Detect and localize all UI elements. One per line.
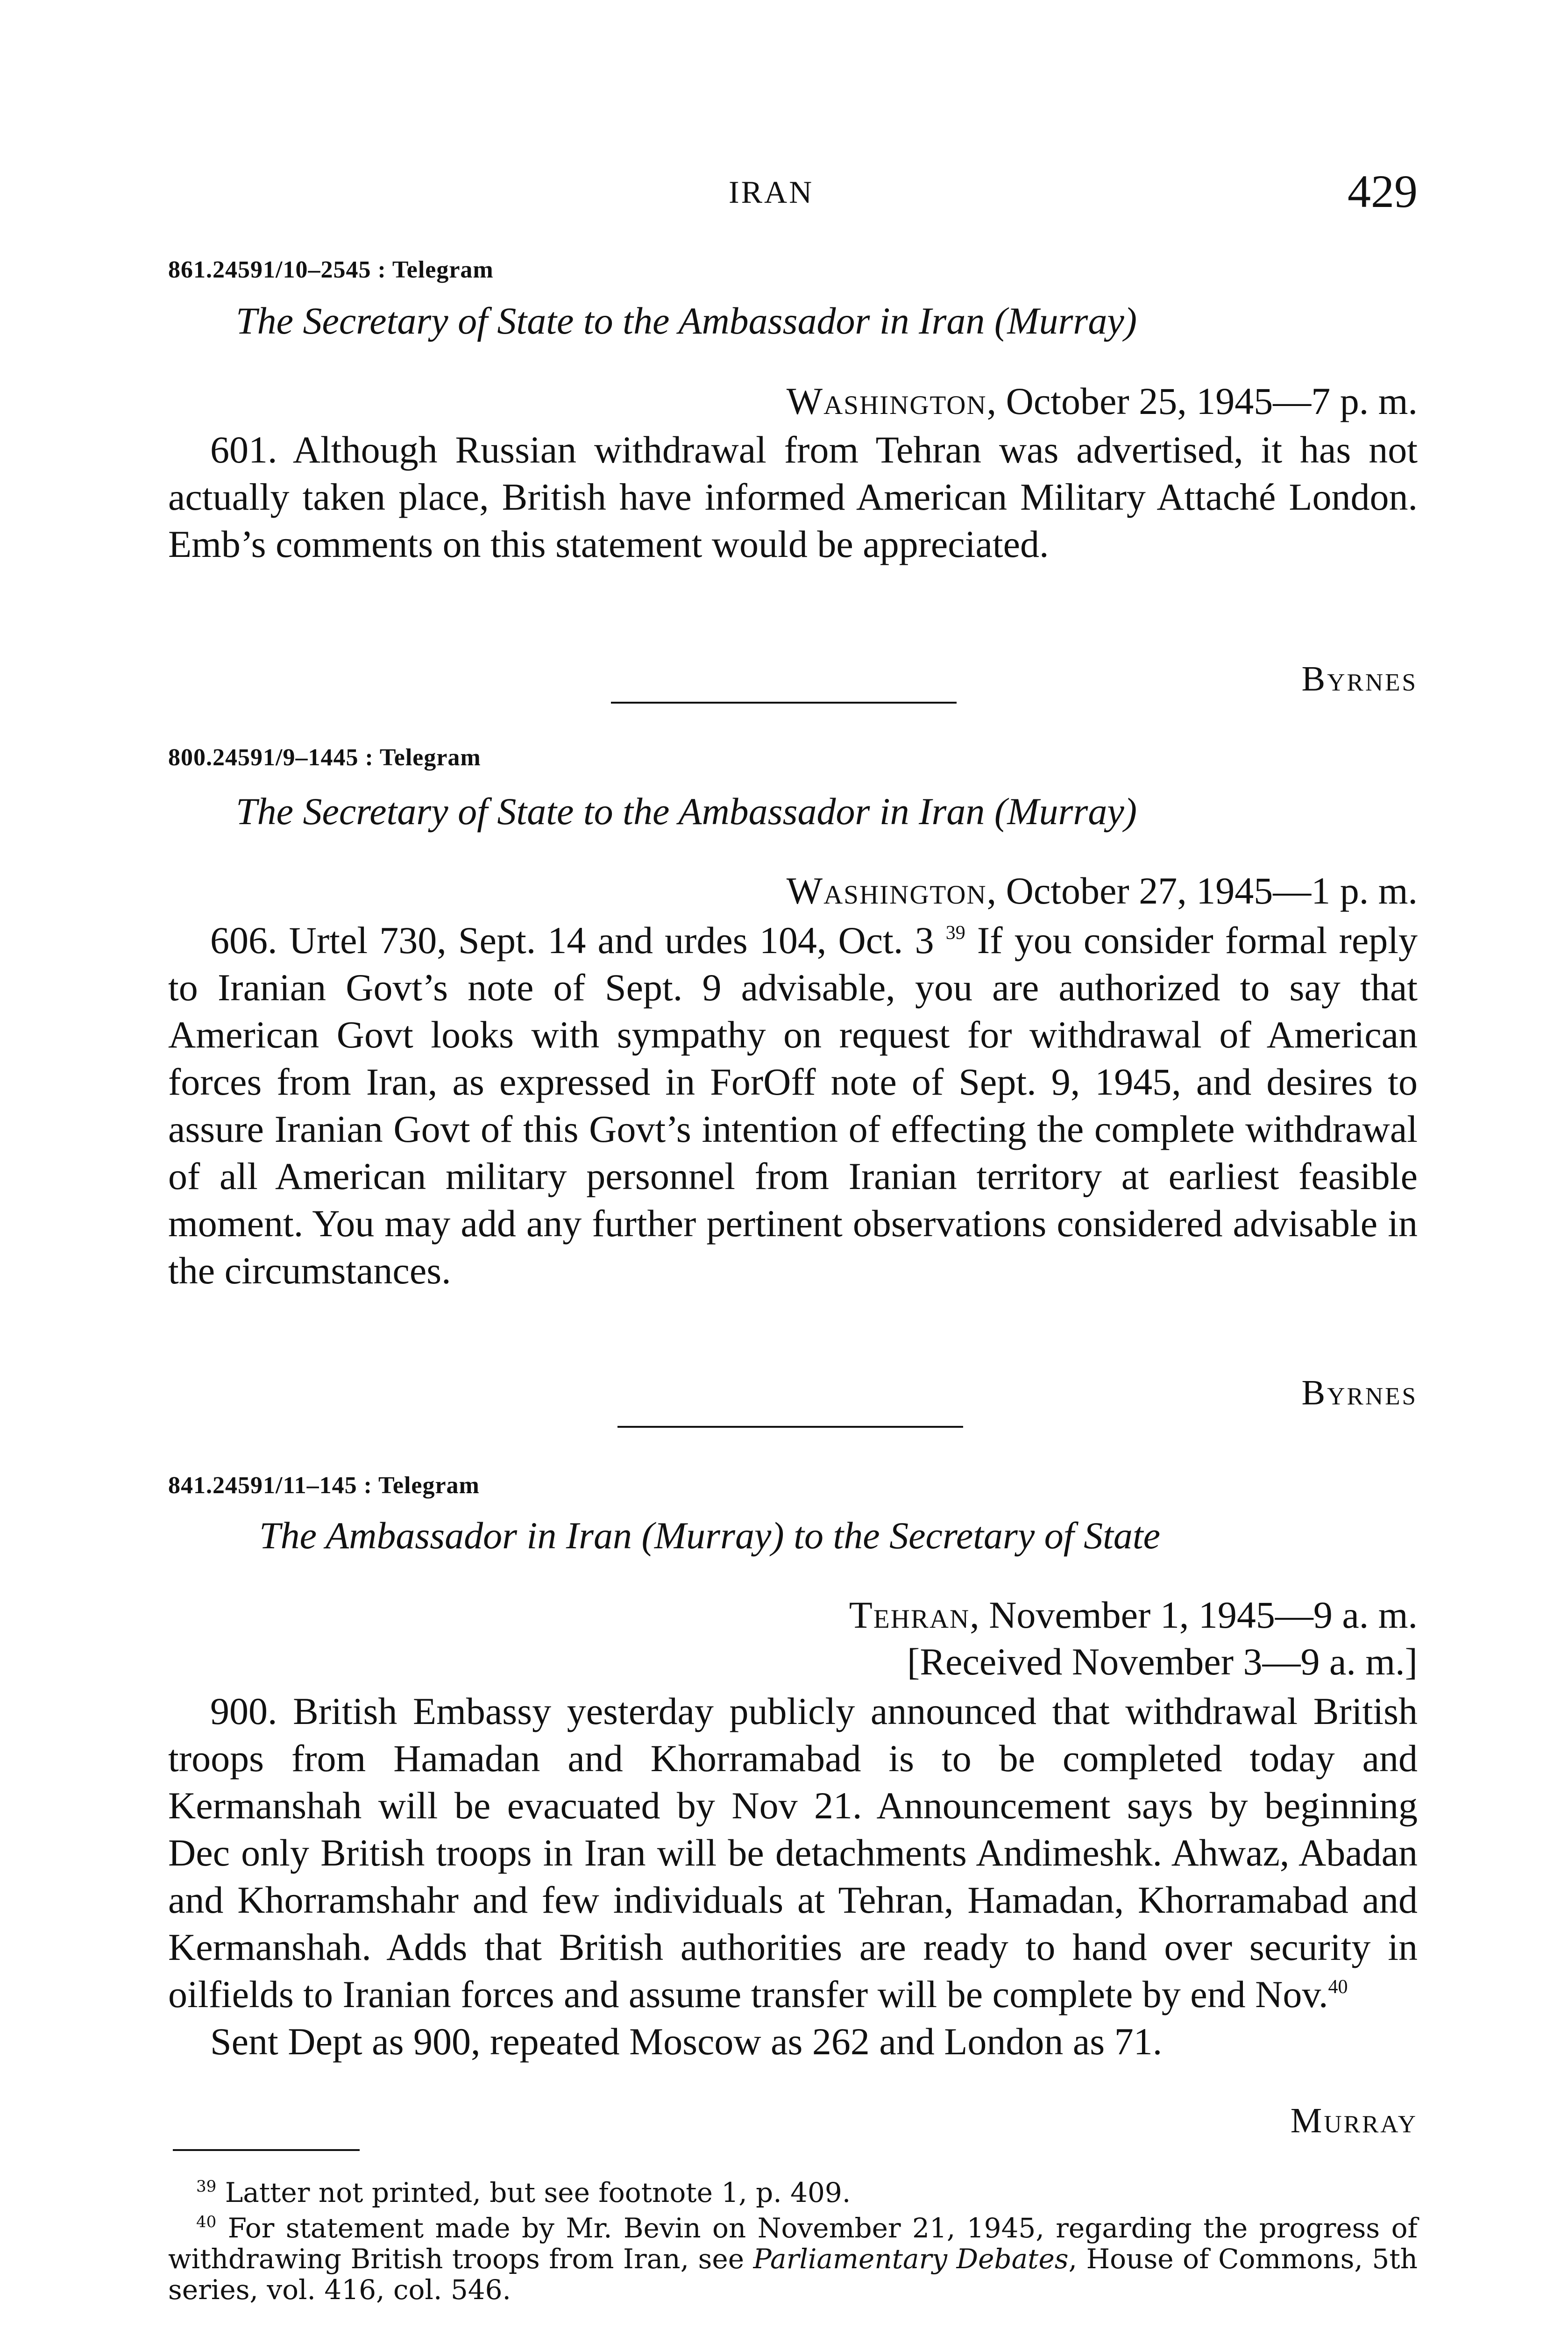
document-id: 841.24591/11–145 : Telegram (168, 1472, 480, 1499)
dateline-place: Washington (786, 380, 987, 422)
received-line: [Received November 3—9 a. m.] (907, 1640, 1418, 1683)
signature: Murray (1290, 2101, 1418, 2140)
document-body (168, 917, 1418, 1294)
running-head: IRAN (729, 174, 814, 210)
dateline-date: , October 27, 1945—1 p. m. (986, 869, 1418, 912)
dateline-place: Washington (786, 869, 987, 912)
body-paragraph: Sent Dept as 900, repeated Moscow as 262 and London as 71. (210, 2020, 1163, 2063)
footnote-publication-title: Parliamentary Debates (753, 2243, 1069, 2275)
document-title: The Secretary of State to the Ambassador in Iran (Murray) (236, 790, 1137, 833)
footnote-text: For statement made by Mr. Bevin on November 21, 1945, regarding the progress of withdrawing British troops from Iran, see (168, 2212, 1418, 2275)
document-id: 800.24591/9–1445 : Telegram (168, 744, 481, 771)
footnote-ref[interactable]: 39 (945, 922, 965, 944)
body-text: 606. Urtel 730, Sept. 14 and urdes 104, Oct. 3 (210, 919, 934, 961)
footnote (168, 2177, 1418, 2208)
document-id: 861.24591/10–2545 : Telegram (168, 256, 494, 283)
page-number: 429 (1348, 165, 1418, 217)
dateline (787, 869, 1418, 913)
footnotes (168, 2177, 1418, 2310)
dateline-place: Tehran (849, 1594, 970, 1636)
body-paragraph: 601. Although Russian withdrawal from Tehran was advertised, it has not actually taken place, British have informed American Military Attaché London. Emb’s comments on this statement would be appreciated. (168, 428, 1418, 565)
body-text: If you consider formal reply to Iranian Govt’s note of Sept. 9 advisable, you are authorized to say that American Govt looks with sympathy on request for withdrawal of American forces from Iran, as expressed in ForOff note of Sept. 9, 1945, and desires to assure Iranian Govt of this Govt’s intention of effecting the complete withdrawal of all American military personnel from Iranian territory at earliest feasible moment. You may add any further pertinent observations considered advisable in the circumstances. (168, 919, 1418, 1292)
dateline-date: , November 1, 1945—9 a. m. (970, 1594, 1418, 1636)
document-title: The Ambassador in Iran (Murray) to the Secretary of State (259, 1514, 1161, 1557)
body-paragraph (168, 917, 1418, 1294)
body-paragraph (168, 1688, 1418, 2018)
signature: Byrnes (1301, 659, 1418, 698)
section-divider (617, 1426, 963, 1428)
section-divider (611, 702, 957, 704)
dateline (849, 1593, 1418, 1637)
body-text: 900. British Embassy yesterday publicly announced that withdrawal British troops from Hamadan and Khorramabad is to be completed today and Kermanshah will be evacuated by Nov 21. Announcement says by beginning Dec only British troops in Iran will be detachments Andimeshk. Ahwaz, Abadan and Khorramshahr and few individuals at Tehran, Hamadan, Khorramabad and Kermanshah. Adds that British authorities are ready to hand over security in oilfields to Iranian forces and assume transfer will be complete by end Nov. (168, 1690, 1418, 2016)
document-body (168, 426, 1418, 568)
document-title: The Secretary of State to the Ambassador in Iran (Murray) (236, 299, 1137, 342)
footnote-number: 40 (196, 2213, 217, 2231)
footnote-text: Latter not printed, but see footnote 1, p. 409. (216, 2177, 851, 2208)
footnote-divider (173, 2149, 360, 2151)
signature: Byrnes (1301, 1373, 1418, 1412)
footnote-number: 39 (196, 2177, 217, 2196)
footnote-ref[interactable]: 40 (1328, 1976, 1348, 1998)
document-body (168, 1688, 1418, 2065)
dateline (787, 379, 1418, 423)
dateline-date: , October 25, 1945—7 p. m. (986, 380, 1418, 422)
footnote (168, 2213, 1418, 2305)
footnote-text: , House of Commons, 5th series, vol. 416, col. 546. (168, 2243, 1418, 2306)
